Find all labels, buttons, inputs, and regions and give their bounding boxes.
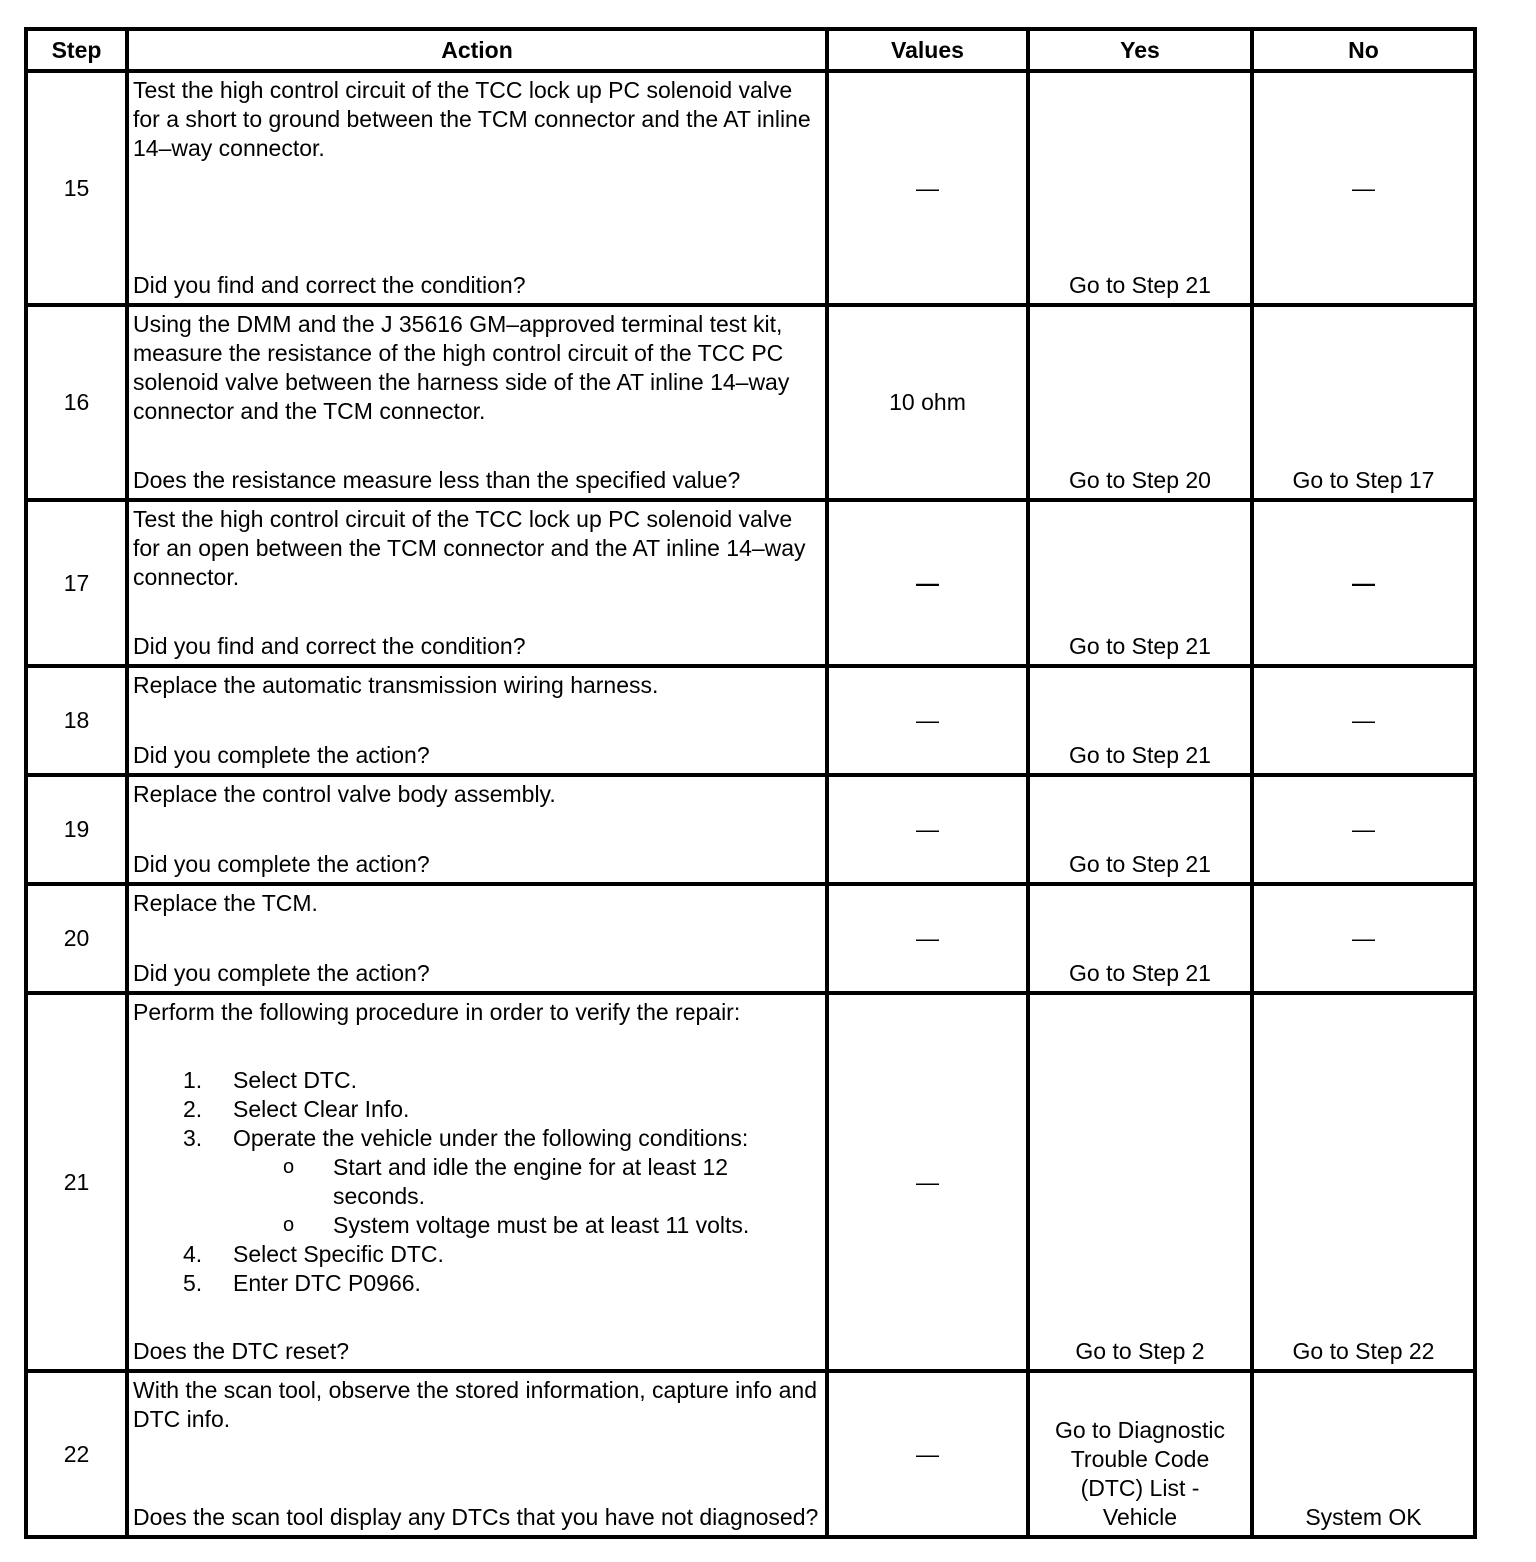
procedure-item: 5. Enter DTC P0966.	[183, 1270, 421, 1296]
procedure-item: 1. Select DTC.	[183, 1067, 357, 1093]
value-cell: —	[827, 993, 1028, 1371]
step-number: 20	[26, 884, 127, 993]
action-question: Did you complete the action?	[133, 742, 430, 768]
header-values: Values	[827, 29, 1028, 71]
action-cell	[127, 884, 827, 993]
table-row	[26, 884, 1475, 993]
value-cell: —	[827, 666, 1028, 775]
no-cell: —	[1252, 775, 1475, 884]
action-text: Replace the control valve body assembly.	[133, 781, 556, 807]
action-cell	[127, 993, 827, 1371]
yes-cell: Go to Step 2	[1028, 993, 1252, 1371]
value-cell: —	[827, 775, 1028, 884]
action-text: Using the DMM and the J 35616 GM–approved terminal test kit, measure the resistance of the high control circuit of the TCC PC solenoid valve between the harness side of the AT inline 14–way connector and the TCM connector.	[133, 311, 790, 424]
action-text: With the scan tool, observe the stored information, capture info and DTC info.	[133, 1377, 817, 1432]
no-cell: —	[1252, 666, 1475, 775]
step-number: 22	[26, 1371, 127, 1537]
table-row	[26, 666, 1475, 775]
action-text: Replace the TCM.	[133, 890, 318, 916]
action-cell	[127, 775, 827, 884]
action-text: Test the high control circuit of the TCC lock up PC solenoid valve for an open between the TCM connector and the AT inline 14–way connector.	[133, 506, 806, 590]
procedure-item: 2. Select Clear Info.	[183, 1096, 410, 1122]
procedure-item: 3. Operate the vehicle under the following conditions: o Start and idle the engine for at least 12 seconds. o System voltage must be at least 11 volts.	[133, 1124, 821, 1240]
action-cell	[127, 1371, 827, 1537]
header-action: Action	[127, 29, 827, 71]
action-cell	[127, 305, 827, 500]
value-cell: 10 ohm	[827, 305, 1028, 500]
no-cell: System OK	[1252, 1371, 1475, 1537]
table-row	[26, 305, 1475, 500]
action-question: Did you find and correct the condition?	[133, 272, 526, 298]
action-question: Does the resistance measure less than the specified value?	[133, 467, 741, 493]
no-cell: Go to Step 22	[1252, 993, 1475, 1371]
action-text: Perform the following procedure in order to verify the repair:	[133, 999, 741, 1025]
header-step: Step	[26, 29, 127, 71]
action-cell	[127, 666, 827, 775]
yes-cell: Go to Step 21	[1028, 884, 1252, 993]
table-row	[26, 500, 1475, 666]
header-row	[26, 29, 1475, 71]
header-no: No	[1252, 29, 1475, 71]
step-number: 17	[26, 500, 127, 666]
action-text: Replace the automatic transmission wiring harness.	[133, 672, 659, 698]
value-cell: —	[827, 71, 1028, 305]
yes-cell: Go to Diagnostic Trouble Code (DTC) List - Vehicle	[1028, 1371, 1252, 1537]
condition-item: o System voltage must be at least 11 volts.	[283, 1212, 750, 1238]
procedure-list	[133, 1066, 821, 1298]
diagnostic-table	[24, 27, 1477, 1539]
no-cell: —	[1252, 884, 1475, 993]
action-question: Did you find and correct the condition?	[133, 633, 526, 659]
action-question: Did you complete the action?	[133, 851, 430, 877]
no-cell: Go to Step 17	[1252, 305, 1475, 500]
conditions-list	[133, 1153, 821, 1240]
action-question: Does the DTC reset?	[133, 1338, 350, 1364]
step-number: 16	[26, 305, 127, 500]
action-question: Does the scan tool display any DTCs that you have not diagnosed?	[133, 1504, 819, 1530]
no-cell: —	[1252, 500, 1475, 666]
condition-item: o Start and idle the engine for at least 12 seconds.	[283, 1154, 729, 1209]
step-number: 21	[26, 993, 127, 1371]
value-cell: —	[827, 500, 1028, 666]
yes-cell: Go to Step 20	[1028, 305, 1252, 500]
yes-cell: Go to Step 21	[1028, 71, 1252, 305]
step-number: 19	[26, 775, 127, 884]
no-cell: —	[1252, 71, 1475, 305]
value-cell: —	[827, 1371, 1028, 1537]
action-question: Did you complete the action?	[133, 960, 430, 986]
table-row	[26, 993, 1475, 1371]
value-cell: —	[827, 884, 1028, 993]
action-text: Test the high control circuit of the TCC lock up PC solenoid valve for a short to ground between the TCM connector and the AT inline 14–way connector.	[133, 77, 811, 161]
action-cell	[127, 500, 827, 666]
yes-cell: Go to Step 21	[1028, 775, 1252, 884]
step-number: 15	[26, 71, 127, 305]
table-row	[26, 71, 1475, 305]
table-row	[26, 775, 1475, 884]
procedure-item: 4. Select Specific DTC.	[183, 1241, 444, 1267]
table-row	[26, 1371, 1475, 1537]
step-number: 18	[26, 666, 127, 775]
yes-cell: Go to Step 21	[1028, 666, 1252, 775]
action-cell	[127, 71, 827, 305]
header-yes: Yes	[1028, 29, 1252, 71]
yes-cell: Go to Step 21	[1028, 500, 1252, 666]
